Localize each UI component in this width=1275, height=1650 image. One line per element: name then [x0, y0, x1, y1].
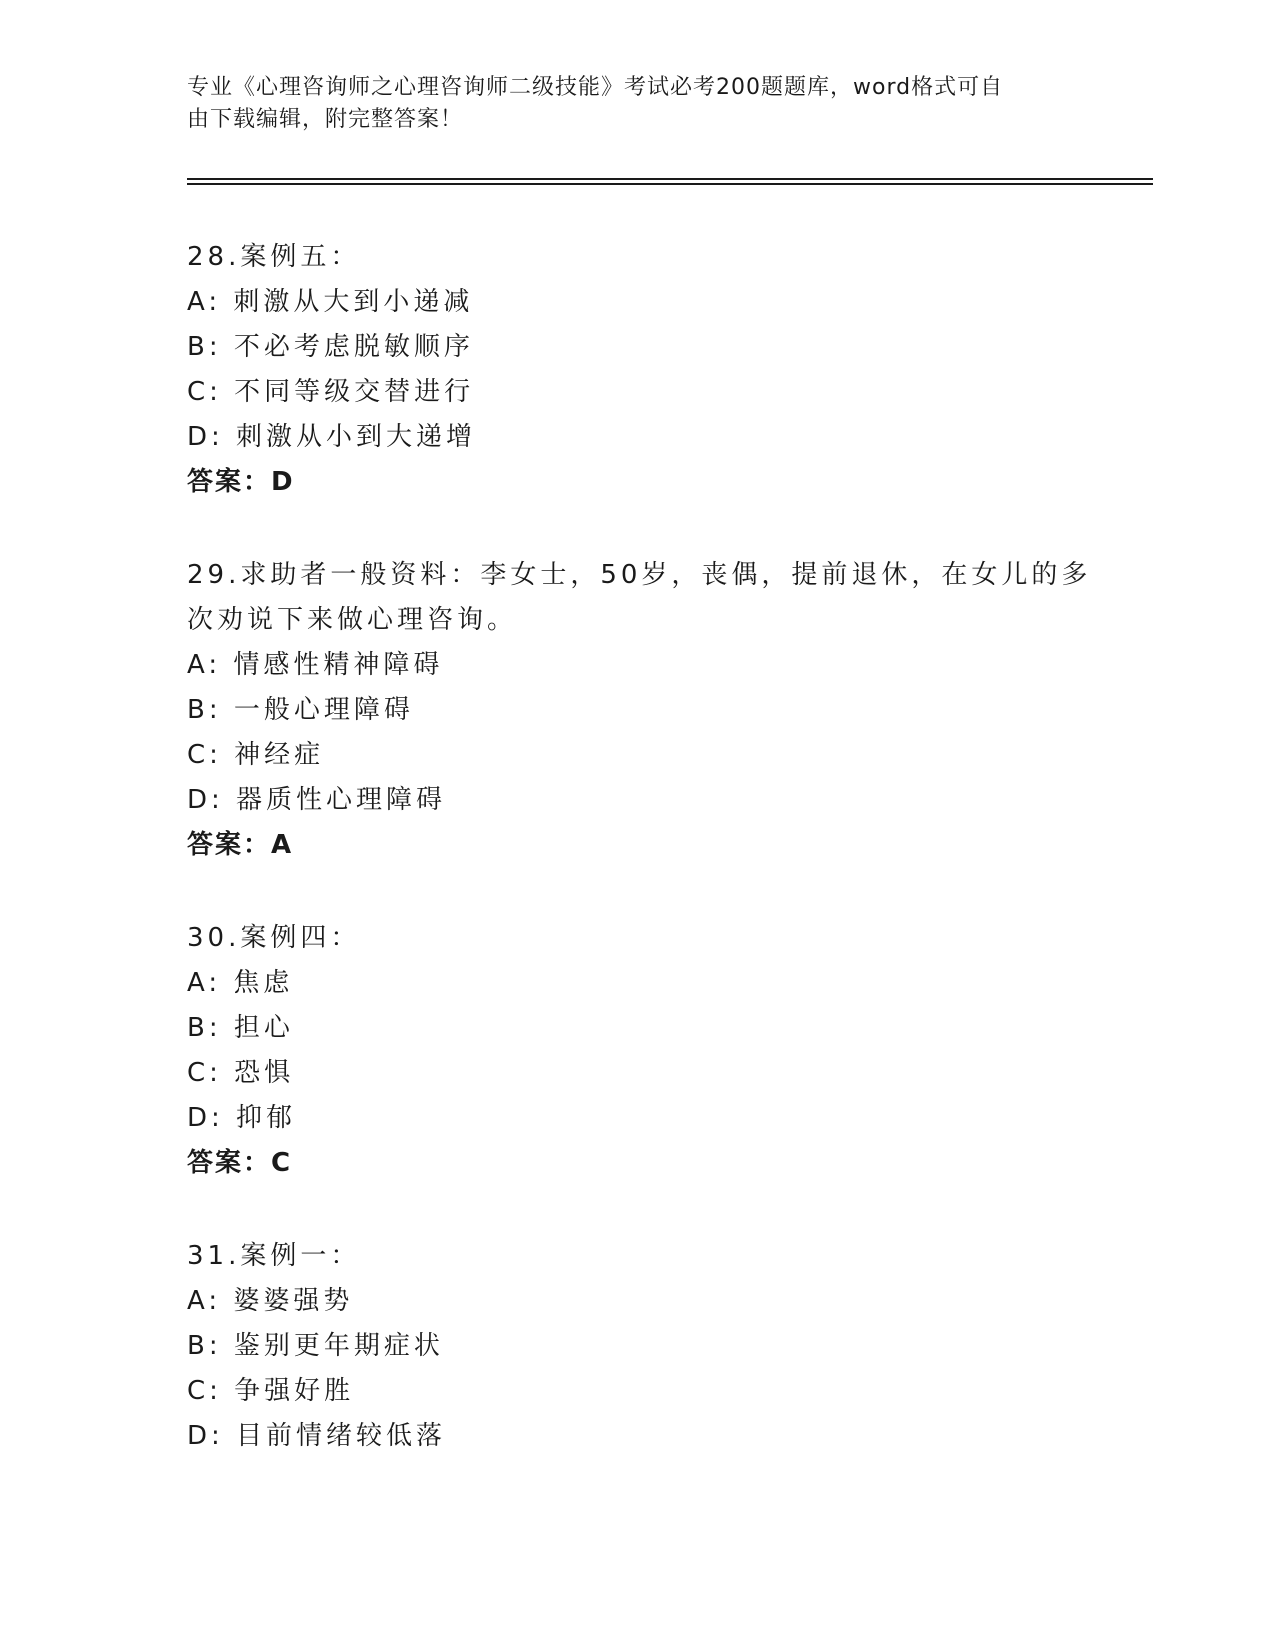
option-c: C: 神经症 — [187, 740, 325, 770]
answer: 答案：C — [187, 1148, 293, 1178]
question-31 — [187, 1234, 1107, 1459]
question-28 — [187, 235, 1107, 505]
question-list — [187, 235, 1107, 1507]
option-a: A: 婆婆强势 — [187, 1286, 354, 1316]
option-b: B: 一般心理障碍 — [187, 695, 414, 725]
option-b: B: 不必考虑脱敏顺序 — [187, 332, 474, 362]
header-divider-bottom — [187, 183, 1153, 185]
option-b: B: 鉴别更年期症状 — [187, 1331, 444, 1361]
document-header — [187, 72, 1087, 136]
option-a: A: 情感性精神障碍 — [187, 650, 444, 680]
question-stem: 29.求助者一般资料：李女士，50岁，丧偶，提前退休，在女儿的多次劝说下来做心理咨询。 — [187, 560, 1092, 635]
option-a: A: 刺激从大到小递减 — [187, 287, 474, 317]
question-stem: 31.案例一： — [187, 1241, 361, 1271]
option-c: C: 争强好胜 — [187, 1376, 355, 1406]
option-d: D: 器质性心理障碍 — [187, 785, 447, 815]
option-a: A: 焦虑 — [187, 968, 294, 998]
question-stem: 28.案例五： — [187, 242, 361, 272]
option-c: C: 不同等级交替进行 — [187, 377, 475, 407]
option-b: B: 担心 — [187, 1013, 294, 1043]
option-d: D: 抑郁 — [187, 1103, 297, 1133]
header-line-1: 专业《心理咨询师之心理咨询师二级技能》考试必考200题题库，word格式可自 — [187, 75, 1004, 100]
question-stem: 30.案例四： — [187, 923, 361, 953]
question-29 — [187, 553, 1107, 868]
header-line-2: 由下载编辑，附完整答案！ — [187, 107, 464, 132]
option-d: D: 目前情绪较低落 — [187, 1421, 447, 1451]
header-divider-top — [187, 178, 1153, 180]
answer: 答案：A — [187, 830, 294, 860]
question-30 — [187, 916, 1107, 1186]
answer: 答案：D — [187, 467, 295, 497]
option-c: C: 恐惧 — [187, 1058, 295, 1088]
option-d: D: 刺激从小到大递增 — [187, 422, 477, 452]
